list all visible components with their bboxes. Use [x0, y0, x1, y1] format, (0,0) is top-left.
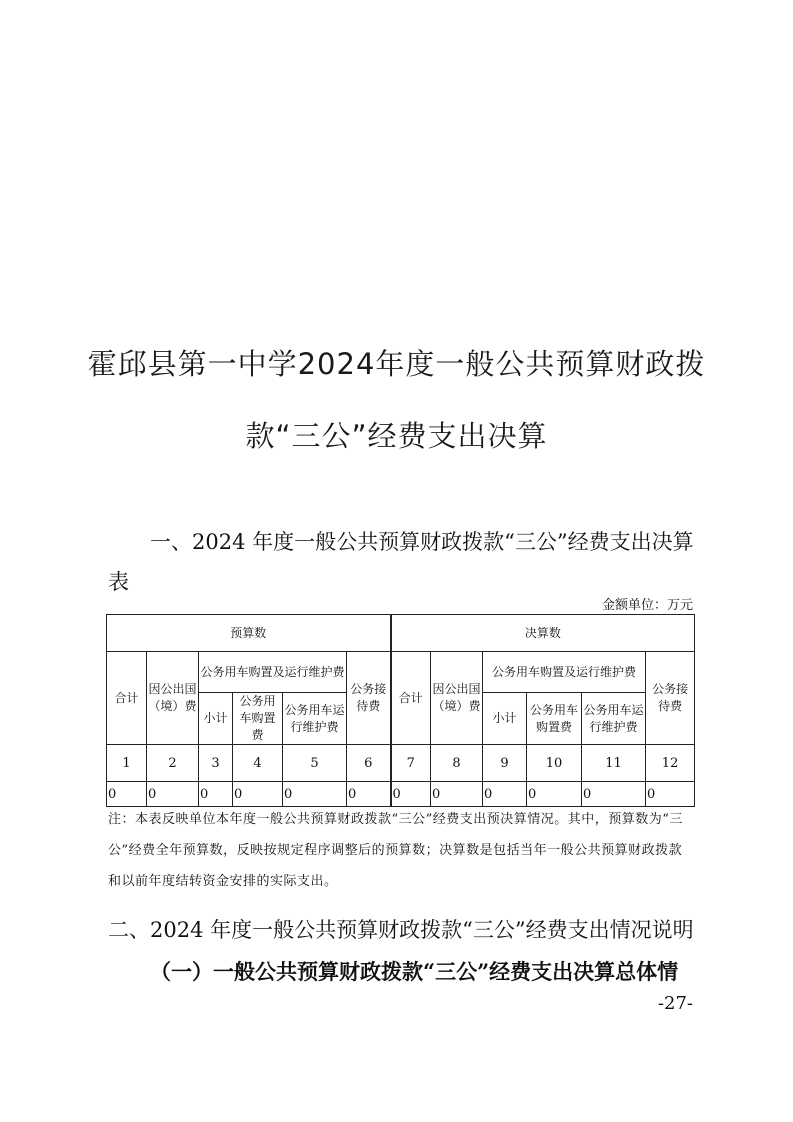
- amount-unit-label: 金额单位：万元: [601, 598, 693, 613]
- budget-subtotal-header: 小计: [199, 693, 233, 745]
- final-abroad-header: 因公出国（境）费: [431, 652, 483, 745]
- col-number: 2: [147, 745, 199, 782]
- col-number: 11: [582, 745, 646, 782]
- page-number: -27-: [657, 993, 693, 1014]
- col-number: 12: [646, 745, 695, 782]
- value-cell: 0: [483, 782, 527, 807]
- final-reception-header: 公务接待费: [646, 652, 695, 745]
- col-number: 8: [431, 745, 483, 782]
- budget-header: 预算数: [107, 615, 391, 652]
- final-vehicle-operation-header: 公务用车运行维护费: [582, 693, 646, 745]
- value-cell: 0: [107, 782, 147, 807]
- value-cell: 0: [391, 782, 431, 807]
- value-cell: 0: [646, 782, 695, 807]
- table-note: 注：本表反映单位本年度一般公共预算财政拨款“三公”经费支出预决算情况。其中，预算数为“三公”经费全年预算数，反映按规定程序调整后的预算数；决算数是包括当年一般公共预算财政拨款和以前年度结转资金安排的实际支出。: [108, 812, 683, 889]
- final-vehicle-header: 公务用车购置及运行维护费: [483, 652, 646, 693]
- col-number: 4: [233, 745, 283, 782]
- three-public-expenses-table: [106, 614, 695, 807]
- value-cell: 0: [233, 782, 283, 807]
- budget-total-header: 合计: [107, 652, 147, 745]
- value-cell: 0: [199, 782, 233, 807]
- value-cell: 0: [582, 782, 646, 807]
- table-row: [107, 782, 695, 807]
- page-title-line2: 款“三公”经费支出决算: [245, 419, 548, 453]
- final-header: 决算数: [391, 615, 695, 652]
- col-number: 3: [199, 745, 233, 782]
- value-cell: 0: [347, 782, 391, 807]
- col-number: 7: [391, 745, 431, 782]
- value-cell: 0: [431, 782, 483, 807]
- final-subtotal-header: 小计: [483, 693, 527, 745]
- value-cell: 0: [527, 782, 582, 807]
- section1-heading: 一、2024 年度一般公共预算财政拨款“三公”经费支出决算表: [108, 530, 694, 594]
- col-number: 5: [283, 745, 347, 782]
- budget-vehicle-header: 公务用车购置及运行维护费: [199, 652, 347, 693]
- budget-reception-header: 公务接待费: [347, 652, 391, 745]
- value-cell: 0: [147, 782, 199, 807]
- table-header-row-1: [107, 615, 695, 652]
- final-vehicle-purchase-header: 公务用车购置费: [527, 693, 582, 745]
- col-number: 10: [527, 745, 582, 782]
- table-header-row-2: [107, 652, 695, 693]
- final-total-header: 合计: [391, 652, 431, 745]
- section2-heading: 二、2024 年度一般公共预算财政拨款“三公”经费支出情况说明: [108, 918, 694, 942]
- col-number: 1: [107, 745, 147, 782]
- page-title-line1: 霍邱县第一中学2024年度一般公共预算财政拨: [87, 347, 706, 381]
- section2-subheading: （一）一般公共预算财政拨款“三公”经费支出决算总体情: [150, 959, 679, 984]
- budget-vehicle-operation-header: 公务用车运行维护费: [283, 693, 347, 745]
- col-number: 6: [347, 745, 391, 782]
- column-number-row: [107, 745, 695, 782]
- budget-vehicle-purchase-header: 公务用车购置费: [233, 693, 283, 745]
- budget-abroad-header: 因公出国（境）费: [147, 652, 199, 745]
- col-number: 9: [483, 745, 527, 782]
- value-cell: 0: [283, 782, 347, 807]
